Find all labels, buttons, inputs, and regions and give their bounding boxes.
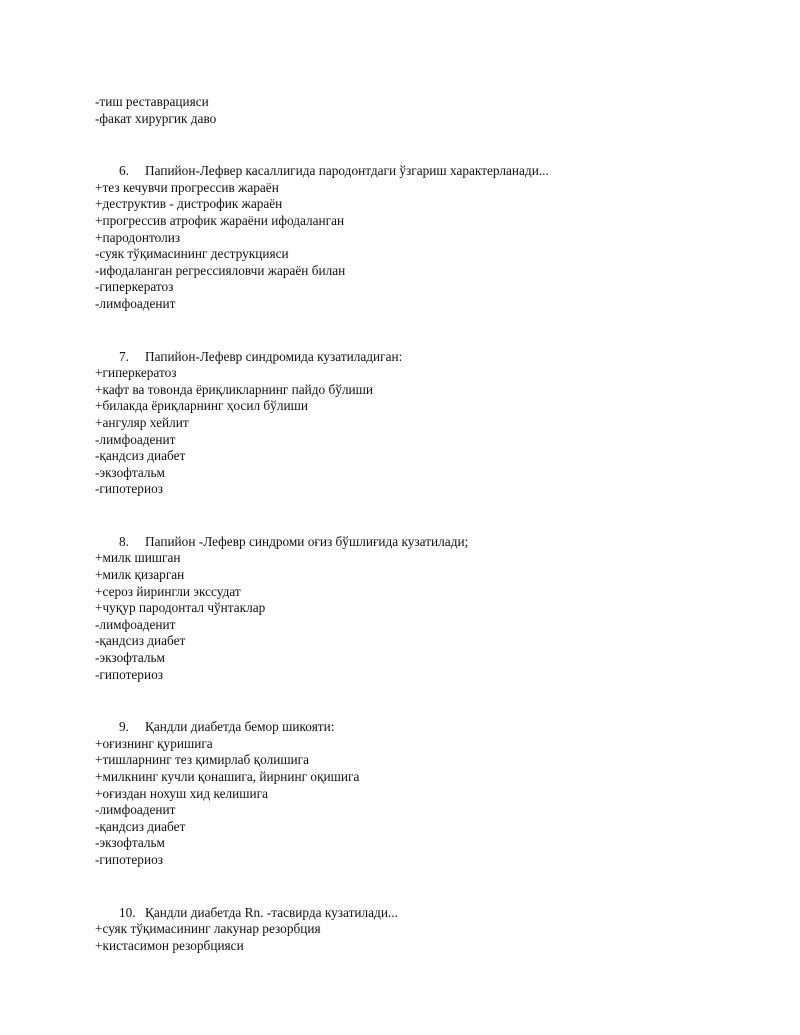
question-text: Папийон-Лефвер касаллигида пародонтдаги ўзгариш характерланади...	[145, 163, 549, 179]
question-number: 7.	[119, 348, 129, 364]
answer-option: +прогрессив атрофик жараёни ифодаланган	[95, 212, 345, 228]
answer-option: +тишларнинг тез қимирлаб қолишига	[95, 752, 310, 768]
question-text: Қандли диабетда бемор шикояти:	[145, 719, 335, 735]
answer-option: -гипотериоз	[95, 666, 163, 682]
answer-option: -лимфоаденит	[95, 295, 176, 311]
question-number: 8.	[119, 533, 129, 549]
answer-option: +деструктив - дистрофик жараён	[95, 196, 283, 212]
question-text: Папийон -Лефевр синдроми оғиз бўшлиғида кузатилади;	[145, 533, 469, 549]
answer-option: +чуқур пародонтал чўнтаклар	[95, 600, 266, 616]
answer-option: +милк шишган	[95, 550, 181, 566]
question-heading	[95, 905, 755, 922]
answer-option: -лимфоаденит	[95, 802, 176, 818]
answer-option: +гиперкератоз	[95, 365, 177, 381]
answer-option: -гиперкератоз	[95, 279, 174, 295]
answer-option: +сероз йирингли экссудат	[95, 583, 241, 599]
answer-option: +пародонтолиз	[95, 229, 181, 245]
question-text: Қандли диабетда Rn. -тасвирда кузатилади...	[145, 904, 398, 920]
question-number: 9.	[119, 719, 129, 735]
question-number: 6.	[119, 163, 129, 179]
question-block-6	[95, 163, 755, 312]
question-block-9	[95, 719, 755, 868]
intro-options	[95, 94, 755, 127]
answer-option: -экзофтальм	[95, 650, 165, 666]
answer-option: -лимфоаденит	[95, 431, 176, 447]
answer-option: +билакда ёриқларнинг ҳосил бўлиши	[95, 398, 308, 414]
answer-option: -тиш реставрацияси	[95, 94, 209, 109]
answer-option: +кафт ва товонда ёриқликларнинг пайдо бўлиши	[95, 381, 374, 397]
answer-option: +кистасимон резорбцияси	[95, 937, 244, 953]
question-heading	[95, 534, 755, 551]
question-number: 10.	[119, 904, 136, 920]
answer-option: -факат хирургик даво	[95, 110, 217, 126]
answer-option: +оғиздан нохуш хид келишига	[95, 785, 268, 801]
answer-option: -лимфоаденит	[95, 616, 176, 632]
answer-option: -қандсиз диабет	[95, 448, 186, 464]
answer-option: +тез кечувчи прогрессив жараён	[95, 179, 279, 195]
question-block-8	[95, 534, 755, 683]
answer-option: +ангуляр хейлит	[95, 414, 189, 430]
answer-option: +суяк тўқимасининг лакунар резорбция	[95, 921, 321, 937]
question-text: Папийон-Лефевр синдромида кузатиладиган:	[145, 348, 403, 364]
answer-option: -суяк тўқимасининг деструкцияси	[95, 246, 289, 262]
question-heading	[95, 163, 755, 180]
answer-option: -гипотериоз	[95, 851, 163, 867]
answer-option: -гипотериоз	[95, 481, 163, 497]
document-content	[95, 94, 755, 954]
question-heading	[95, 719, 755, 736]
answer-option: +оғизнинг қуришига	[95, 735, 213, 751]
answer-option: -ифодаланган регрессияловчи жараён билан	[95, 262, 346, 278]
answer-option: -экзофтальм	[95, 464, 165, 480]
question-block-7	[95, 349, 755, 498]
answer-option: -қандсиз диабет	[95, 818, 186, 834]
question-heading	[95, 349, 755, 366]
answer-option: -қандсиз диабет	[95, 633, 186, 649]
question-block-10	[95, 905, 755, 955]
answer-option: -экзофтальм	[95, 835, 165, 851]
answer-option: +милкнинг кучли қонашига, йирнинг оқишига	[95, 769, 360, 784]
answer-option: +милк қизарган	[95, 567, 185, 583]
